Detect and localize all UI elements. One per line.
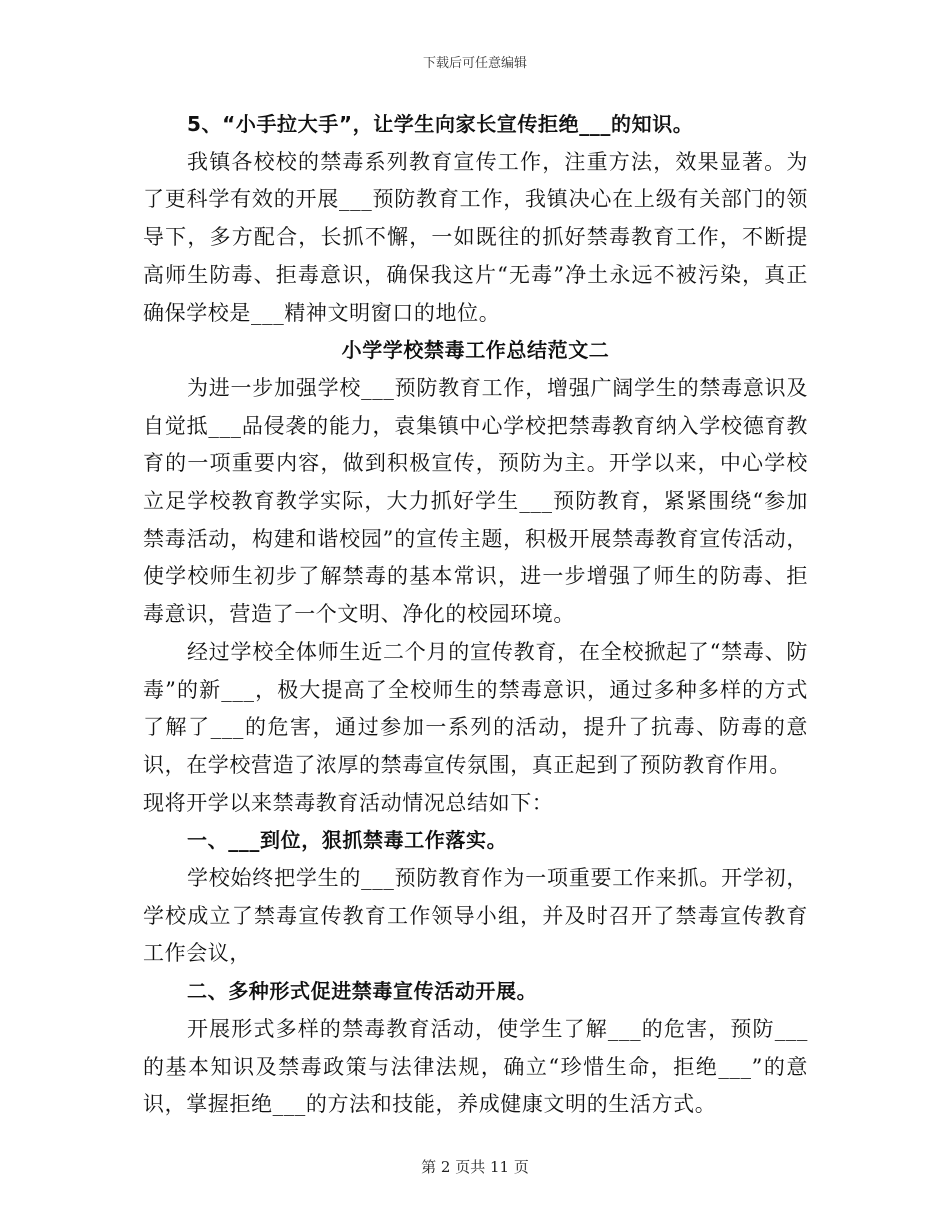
body-paragraph-plain: 现将开学以来禁毒教育活动情况总结如下：	[143, 790, 554, 815]
body-paragraph: 学校始终把学生的___预防教育作为一项重要工作来抓。开学初，学校成立了禁毒宣传教育工作领导小组，并及时召开了禁毒宣传教育工作会议，	[143, 866, 808, 966]
section-heading-5: 5、“小手拉大手”，让学生向家长宣传拒绝___的知识。	[187, 112, 694, 136]
header-note: 下载后可任意编辑	[422, 56, 527, 71]
section-heading-2: 二、多种形式促进禁毒宣传活动开展。	[187, 979, 538, 1004]
page-number: 第 2 页共 11 页	[421, 1158, 529, 1176]
body-paragraph: 开展形式多样的禁毒教育活动，使学生了解___的危害，预防___的基本知识及禁毒政策与法律法规，确立“珍惜生命，拒绝___”的意识，掌握拒绝___的方法和技能，养成健康文明的生活方式。	[143, 1016, 808, 1117]
document-body	[143, 106, 808, 1124]
body-paragraph: 经过学校全体师生近二个月的宣传教育，在全校掀起了“禁毒、防毒”的新___，极大提高了全校师生的禁毒意识，通过多种多样的方式了解了___的危害，通过参加一系列的活动，提升了抗毒、防毒的意识，在学校营造了浓厚的禁毒宣传氛围，真正起到了预防教育作用。	[143, 639, 808, 777]
body-paragraph: 我镇各校校的禁毒系列教育宣传工作，注重方法，效果显著。为了更科学有效的开展___预防教育工作，我镇决心在上级有关部门的领导下，多方配合，长抓不懈，一如既往的抓好禁毒教育工作，不断提高师生防毒、拒毒意识，确保我这片“无毒”净土永远不被污染，真正确保学校是___精神文明窗口的地位。	[143, 149, 808, 325]
body-paragraph: 为进一步加强学校___预防教育工作，增强广阔学生的禁毒意识及自觉抵___品侵袭的能力，袁集镇中心学校把禁毒教育纳入学校德育教育的一项重要内容，做到积极宣传，预防为主。开学以来，中心学校立足学校教育教学实际，大力抓好学生___预防教育，紧紧围绕“参加禁毒活动，构建和谐校园”的宣传主题，积极开展禁毒教育宣传活动，使学校师生初步了解禁毒的基本常识，进一步增强了师生的防毒、拒毒意识，营造了一个文明、净化的校园环境。	[143, 375, 808, 627]
section-heading-1: 一、___到位，狠抓禁毒工作落实。	[187, 828, 508, 853]
document-title: 小学学校禁毒工作总结范文二	[341, 338, 610, 363]
